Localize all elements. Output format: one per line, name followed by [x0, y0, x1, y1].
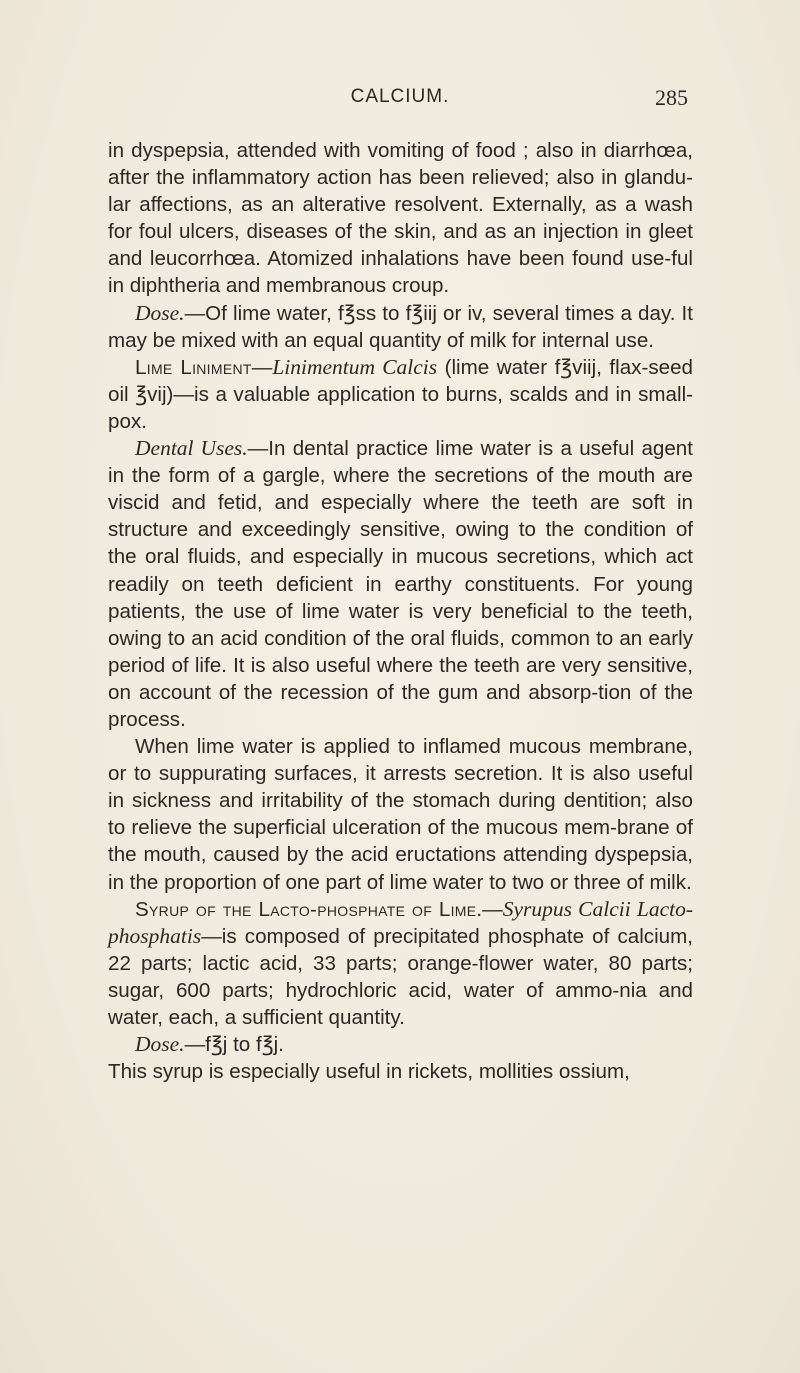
paragraph-final: This syrup is especially useful in rickets, mollities ossium, [108, 1060, 630, 1084]
latin-name: Linimentum Calcis [272, 354, 438, 379]
paragraph-mucous-membrane: When lime water is applied to inflamed mucous membrane, or to suppurating surfaces, it arrests secretion. It is also useful in sickness and irritability of the stomach during dentition; also to relieve the superficial ulceration of the mucous mem-brane of the mouth, caused by the acid eructations attending dyspepsia, in the proportion of one part of lime water to two or three of milk. [108, 735, 693, 894]
dash: .— [476, 897, 503, 921]
paragraph-dose-syrup [108, 1031, 693, 1058]
syrup-heading: Syrup of the Lacto-phosphate of Lime [135, 897, 477, 921]
paragraph-syrup-lacto-phosphate [108, 896, 693, 1031]
syrup-text: —is composed of precipitated phosphate of calcium, 22 parts; lactic acid, 33 parts; orange-flower water, 80 parts; sugar, 600 parts; hydrochloric acid, water of ammo-nia and water, each, a sufficient quantity. [108, 924, 693, 1029]
running-title: CALCIUM. [350, 86, 450, 107]
dose-heading: Dose. [135, 300, 185, 325]
dose-heading: Dose. [135, 1032, 185, 1057]
dose-text: —f℥j to f℥j. [184, 1033, 284, 1057]
body-text [108, 137, 693, 1085]
lime-liniment-heading: Lime Liniment [135, 355, 252, 379]
paragraph-dental-uses [108, 435, 693, 733]
page-number: 285 [655, 85, 688, 110]
paragraph-continuation: in dyspepsia, attended with vomiting of food ; also in diarrhœa, after the inflammatory action has been relieved; also in glandu-lar affections, as an alterative resolvent. Externally, as a wash for foul ulcers, diseases of the skin, and as an injection in gleet and leucorrhœa. Atomized inhalations have been found use-ful in diphtheria and membranous croup. [108, 139, 693, 298]
paragraph-dose-lime-water [108, 300, 693, 354]
dental-uses-heading: Dental Uses. [135, 436, 248, 461]
page-header [0, 86, 800, 116]
paragraph-lime-liniment [108, 354, 693, 435]
lime-liniment-text: (lime water f℥viij, flax-seed oil ℥vij)—is a valuable application to burns, scalds and in small-pox. [108, 355, 693, 433]
latin-name: Syrupus Calcii Lacto-phosphatis [108, 896, 693, 948]
dash: — [251, 355, 273, 379]
dental-uses-text: —In dental practice lime water is a useful agent in the form of a gargle, where the secretions of the mouth are viscid and fetid, and especially where the teeth are soft in structure and exceedingly sensitive, owing to the condition of the oral fluids, and especially in mucous secretions, which act readily on teeth deficient in earthy constituents. For young patients, the use of lime water is very beneficial to the teeth, owing to an acid condition of the oral fluids, common to an early period of life. It is also useful where the teeth are very sensitive, on account of the recession of the gum and absorp-tion of the process. [108, 437, 693, 731]
dose-text: —Of lime water, f℥ss to f℥iij or iv, several times a day. It may be mixed with an equal quantity of milk for internal use. [108, 301, 693, 352]
